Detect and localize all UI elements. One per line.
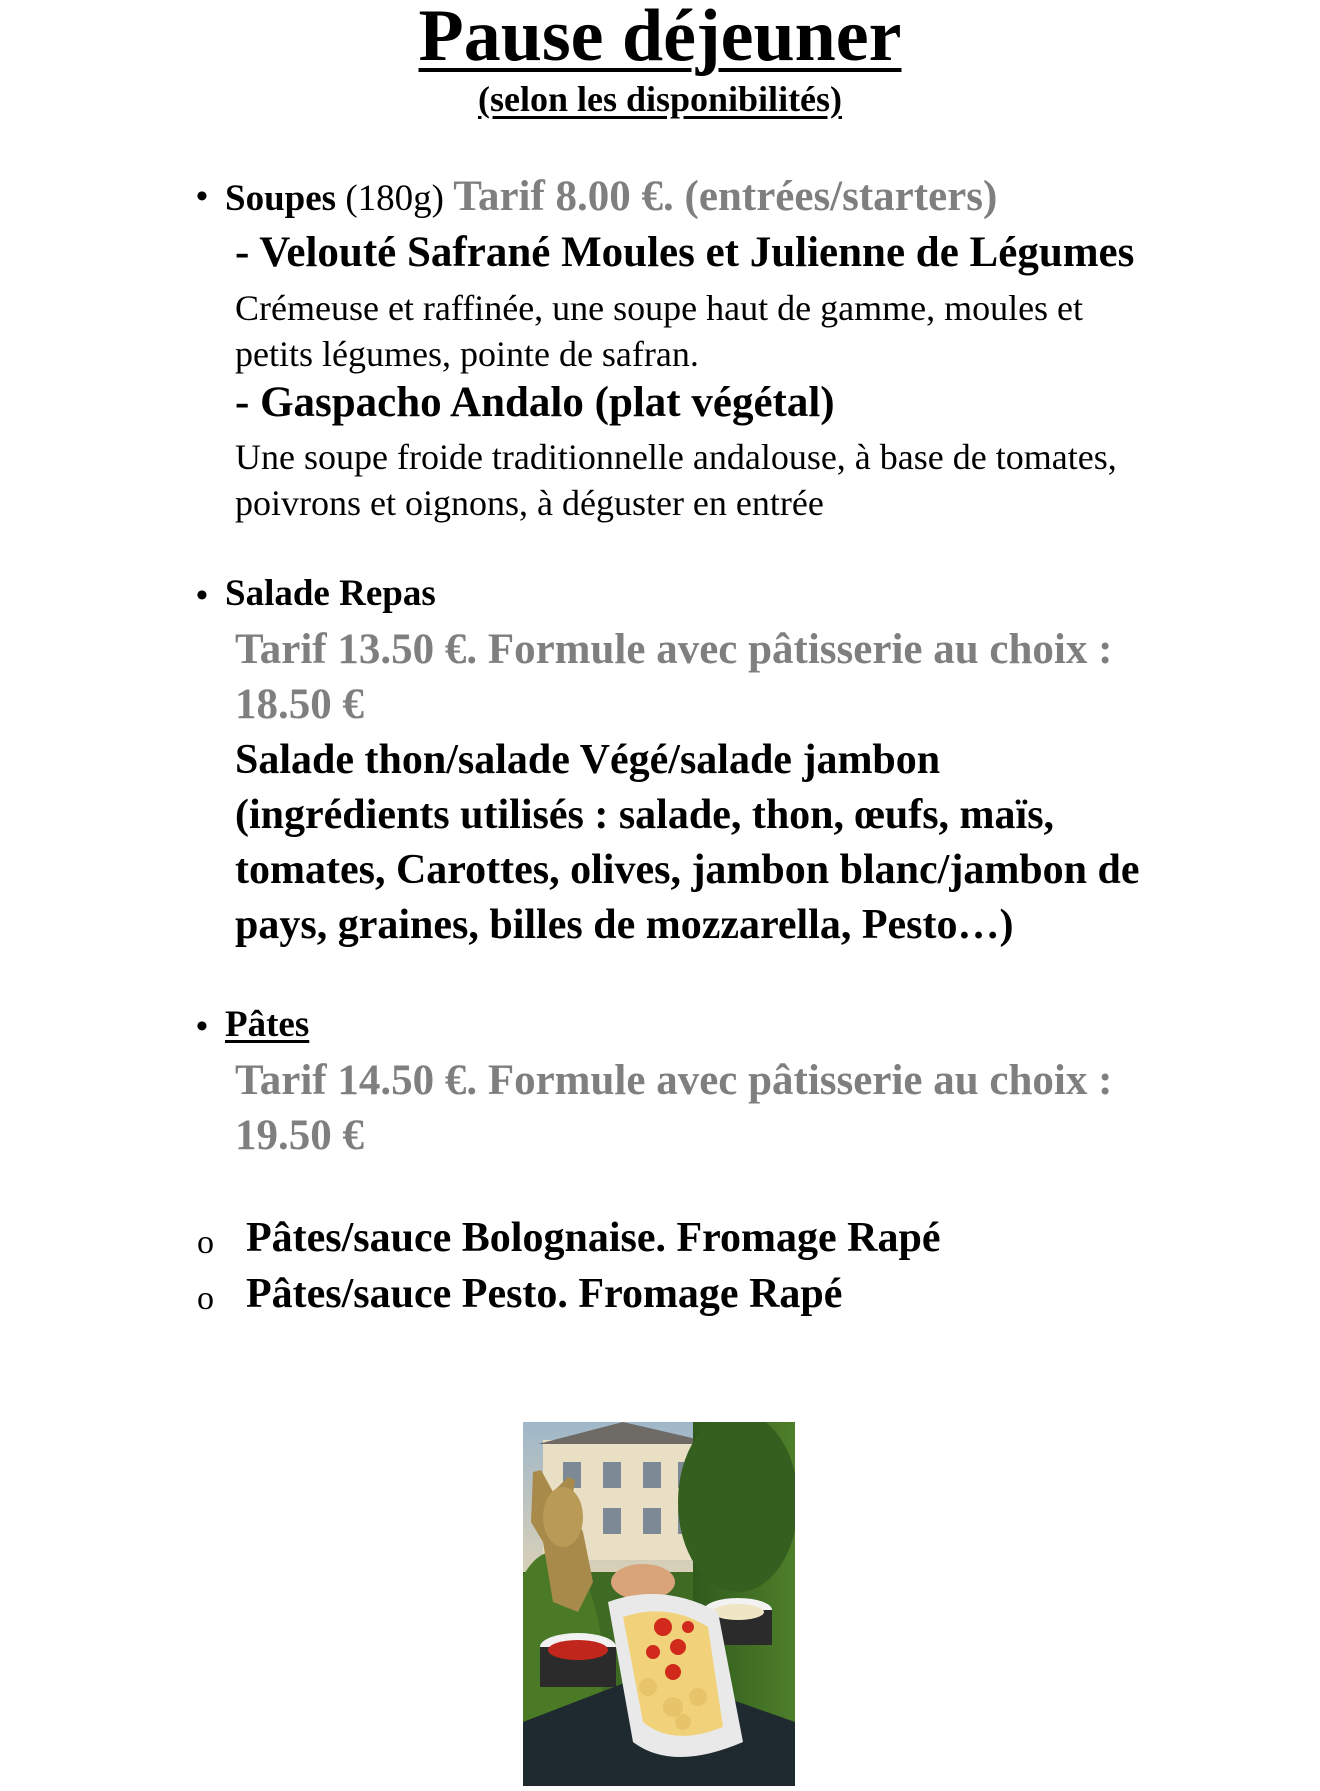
salade-desc-3: tomates, Carottes, olives, jambon blanc/jambon de [235,847,1140,893]
page-title: Pause déjeuner [418,0,902,77]
section-title-soupes: Soupes [225,178,337,219]
dish-veloute-desc-2: petits légumes, pointe de safran. [235,334,699,374]
salade-price-1: Tarif 13.50 €. Formule avec pâtisserie au choix : [235,626,1113,673]
pates-price-1: Tarif 14.50 €. Formule avec pâtisserie au choix : [235,1057,1113,1104]
salade-desc-4: pays, graines, billes de mozzarella, Pesto…) [235,902,1014,948]
bullet-pates: • [196,1008,208,1045]
pates-item-bolognaise: Pâtes/sauce Bolognaise. Fromage Rapé [246,1215,941,1261]
soupes-price: Tarif 8.00 €. (entrées/starters) [453,173,998,220]
dish-gaspacho-desc-1: Une soupe froide traditionnelle andalouse, à base de tomates, [235,437,1117,477]
pasta-photo-illustration [523,1422,795,1786]
dish-veloute-desc-1: Crémeuse et raffinée, une soupe haut de gamme, moules et [235,288,1084,328]
pasta-photo [523,1422,795,1786]
bullet-salade: • [196,577,208,614]
salade-price-2: 18.50 € [235,681,364,728]
dish-gaspacho-desc-2: poivrons et oignons, à déguster en entrée [235,483,824,523]
list-marker: o [197,1224,214,1261]
section-title-pates: Pâtes [225,1004,310,1045]
soupes-weight: (180g) [345,178,444,219]
pates-item-pesto: Pâtes/sauce Pesto. Fromage Rapé [246,1271,843,1317]
section-soupes-heading [225,172,997,221]
page-subtitle: (selon les disponibilités) [477,79,843,119]
section-title-salade: Salade Repas [225,573,436,614]
list-marker: o [197,1280,214,1317]
salade-desc-2: (ingrédients utilisés : salade, thon, œufs, maïs, [235,792,1055,838]
dish-veloute: - Velouté Safrané Moules et Julienne de Légumes [235,229,1135,276]
salade-desc-1: Salade thon/salade Végé/salade jambon [235,737,941,783]
dish-gaspacho: - Gaspacho Andalo (plat végétal) [235,379,835,426]
pates-price-2: 19.50 € [235,1112,364,1159]
bullet-soupes: • [196,178,208,215]
